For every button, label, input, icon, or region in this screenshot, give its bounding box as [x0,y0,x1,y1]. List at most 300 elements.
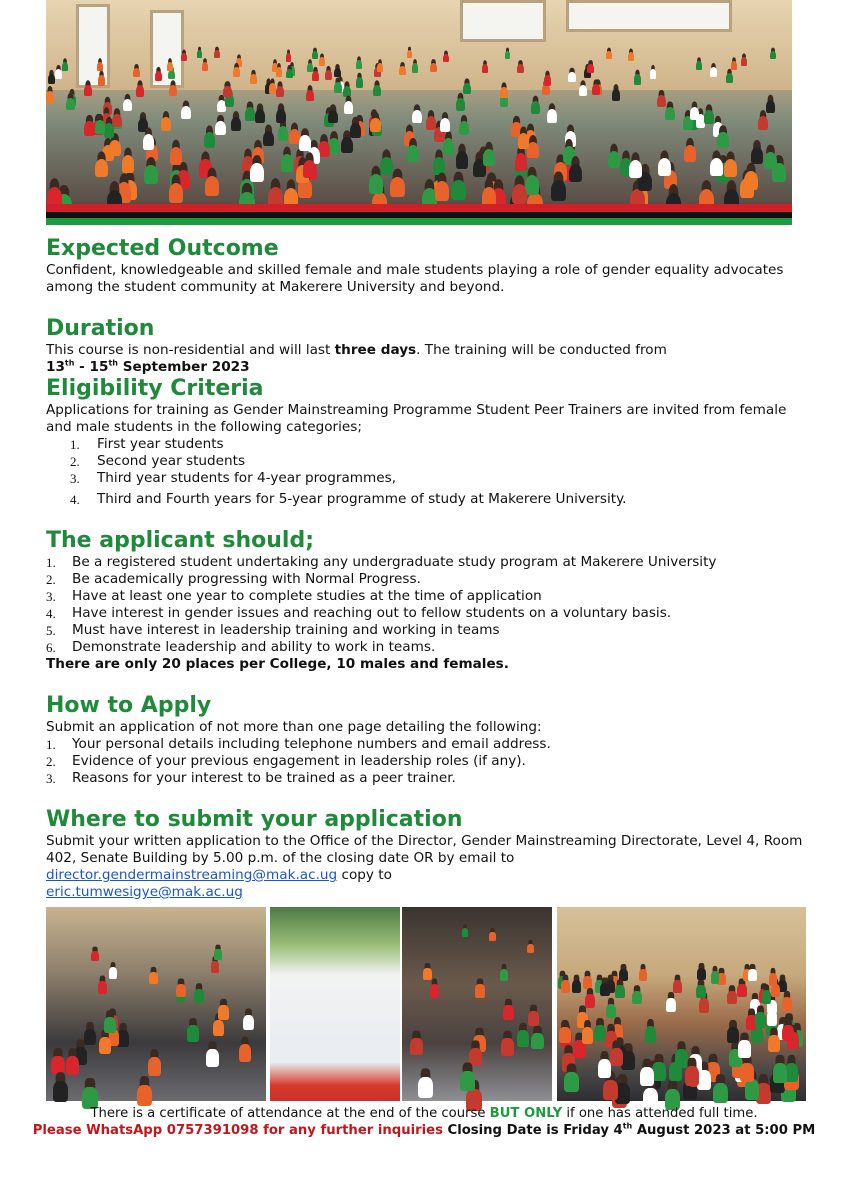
list-number: 2. [46,754,56,769]
person-figure [657,95,666,107]
person-figure [559,1027,571,1044]
crowd [46,40,792,204]
person-figure [531,101,540,114]
person-figure [610,1048,623,1066]
hall-window [460,0,546,42]
person-figure [592,84,600,95]
person-figure [205,176,219,196]
list-text: Evidence of your previous engagement in leadership roles (if any). [72,753,526,769]
person-figure [528,1011,539,1026]
person-figure [482,187,497,204]
person-figure [243,1015,254,1031]
person-figure [66,1056,79,1075]
person-figure [740,1063,754,1082]
person-figure [187,1025,199,1041]
person-figure [426,116,436,130]
footer-text: if one has attended full time. [562,1106,758,1121]
person-figure [713,1083,728,1104]
person-figure [606,51,612,59]
list-item [46,470,806,487]
person-figure [632,991,642,1005]
person-figure [517,1030,529,1047]
person-figure [328,110,338,124]
list-text: Must have interest in leadership training and working in teams [72,622,500,638]
person-figure [407,145,419,162]
person-figure [565,131,576,147]
person-figure [356,60,362,69]
person-figure [517,64,524,73]
list-text: Reasons for your interest to be trained as a peer trainer. [72,770,456,786]
date-end: - 15 [74,359,109,375]
person-figure [724,159,737,177]
person-figure [245,107,255,120]
person-figure [451,180,465,200]
person-figure [652,1062,666,1081]
person-figure [503,1005,514,1020]
person-figure [410,1038,422,1055]
person-figure [460,1071,474,1091]
person-figure [564,1072,578,1092]
person-figure [634,74,641,84]
heading-where-to-submit: Where to submit your application [46,807,463,832]
person-figure [515,153,528,171]
person-figure [138,118,148,132]
person-figure [341,137,352,153]
person-figure [380,157,393,175]
footer-whatsapp: Please WhatsApp 0757391098 for any further inquiries [32,1123,443,1138]
person-figure [51,1056,64,1075]
person-figure [469,1048,482,1066]
person-figure [218,1005,229,1020]
person-figure [459,121,469,136]
person-figure [572,980,581,993]
footer-closing-date: Closing Date is Friday 4 [442,1123,623,1138]
person-figure [404,131,415,147]
person-figure [630,189,645,204]
person-figure [430,63,437,72]
person-figure [170,147,182,164]
person-figure [98,981,107,994]
person-figure [684,145,696,162]
person-figure [717,132,728,148]
photo-students-seated [402,907,552,1101]
person-figure [577,1012,588,1027]
person-figure [456,151,468,168]
person-figure [284,188,299,204]
person-figure [319,57,325,66]
person-figure [594,1025,606,1041]
person-figure [286,53,292,61]
person-figure [199,159,212,177]
list-item [46,639,806,656]
list-item [46,491,806,508]
person-figure [123,99,132,112]
person-figure [430,984,439,997]
person-figure [501,1038,513,1055]
person-figure [263,131,274,147]
person-figure [699,998,709,1012]
person-figure [176,984,185,997]
person-figure [711,971,720,983]
person-figure [104,123,115,138]
person-figure [412,110,422,124]
list-number: 5. [46,623,56,638]
list-text: Be a registered student undertaking any undergraduate study program at Makerere University [72,554,717,570]
person-figure [239,1044,252,1062]
person-figure [181,53,187,61]
list-text: Have at least one year to complete studies at the time of application [72,588,542,604]
photo-group-celebration [557,907,806,1101]
person-figure [569,164,582,183]
date-sup: th [108,358,119,368]
person-figure [306,90,314,102]
person-figure [639,969,648,981]
list-item [46,736,806,753]
person-figure [276,109,286,123]
person-figure [766,100,775,113]
person-figure [206,1049,219,1067]
person-figure [697,968,705,980]
photo-workshop-handshake [46,907,266,1101]
person-figure [666,998,676,1012]
person-figure [640,1067,654,1087]
person-figure [343,86,351,97]
footer-certificate-note [0,1105,848,1122]
person-figure [699,189,714,204]
person-figure [423,968,431,980]
hall-window [566,0,732,32]
person-figure [255,109,265,122]
person-figure [568,72,575,82]
list-item [46,588,806,605]
person-figure [109,140,121,156]
places-note: There are only 20 places per College, 10 males and females. [46,656,509,672]
person-figure [608,151,620,168]
person-figure [673,980,682,993]
list-text: Third and Fourth years for 5-year programme of study at Makerere University. [97,491,627,507]
applicant-list [46,554,806,656]
person-figure [303,160,316,178]
duration-text-part: This course is non-residential and will last [46,342,335,358]
person-figure [299,135,310,151]
person-figure [133,68,140,78]
list-text: Demonstrate leadership and ability to work in teams. [72,639,436,655]
list-item [46,453,806,470]
person-figure [433,157,446,175]
person-figure [554,162,567,180]
person-figure [628,52,634,60]
person-figure [512,184,527,204]
person-figure [356,77,363,87]
person-figure [197,50,203,58]
person-figure [710,67,717,77]
heading-applicant-should: The applicant should; [46,528,315,553]
person-figure [563,146,575,163]
person-figure [518,133,529,149]
person-figure [281,154,294,172]
date-sup: th [64,358,75,368]
person-figure [710,158,723,176]
person-figure [167,62,173,71]
person-figure [328,138,340,154]
person-figure [136,85,144,96]
person-figure [214,949,221,959]
person-figure [276,67,283,77]
person-figure [615,985,624,998]
list-item [46,753,806,770]
person-figure [666,193,681,204]
person-figure [561,980,570,993]
person-figure [782,1025,794,1041]
person-figure [278,126,289,141]
person-figure [745,1079,760,1100]
person-figure [738,1040,751,1058]
person-figure [211,961,219,972]
list-item [46,605,806,622]
person-figure [370,118,380,132]
person-figure [456,98,465,110]
duration-text [46,342,806,359]
person-figure [582,1027,594,1044]
outcome-text: Confident, knowledgeable and skilled female and male students playing a role of gender equality advocates among the student community at Makerere University and beyond. [46,262,784,295]
person-figure [312,51,318,59]
person-figure [619,969,628,981]
heading-duration: Duration [46,316,155,341]
person-figure [482,64,489,73]
person-figure [500,87,508,98]
person-figure [122,155,135,173]
person-figure [344,101,353,114]
person-figure [252,147,264,164]
person-figure [169,85,177,96]
flag-stripe-green [46,218,792,225]
person-figure [377,63,384,72]
list-number: 3. [46,589,56,604]
person-figure [690,107,700,120]
person-figure [440,118,450,132]
person-figure [762,990,772,1004]
person-figure [149,972,158,984]
main-content [46,236,806,901]
photo-banner-speakers [270,907,400,1101]
person-figure [525,175,539,195]
footer-closing-time: August 2023 at 5:00 PM [632,1123,816,1138]
person-figure [84,85,92,96]
person-figure [95,120,105,134]
person-figure [194,989,204,1003]
person-figure [598,1059,612,1078]
footer-but-only: BUT ONLY [489,1106,563,1121]
person-figure [500,969,509,981]
person-figure [489,932,495,941]
list-number: 4. [46,606,56,621]
list-text: Have interest in gender issues and reaching out to fellow students on a voluntary basis. [72,605,672,621]
person-figure [55,69,62,79]
person-figure [605,1031,617,1048]
person-figure [334,82,342,93]
list-text: Second year students [97,453,246,469]
person-figure [325,70,332,80]
person-figure [675,1049,688,1067]
person-figure [47,187,62,204]
list-item [46,571,806,588]
person-figure [98,75,105,85]
person-figure [603,1080,618,1101]
list-item [46,770,806,787]
person-figure [48,74,55,84]
date-month-year: September 2023 [118,359,250,375]
person-figure [137,1085,152,1106]
person-figure [531,1033,543,1050]
person-figure [583,976,592,989]
person-figure [95,159,108,177]
list-text: Third year students for 4-year programmes, [97,470,397,486]
footer-text: There is a certificate of attendance at the end of the course [90,1106,490,1121]
person-figure [91,951,98,961]
duration-dates [46,359,806,376]
director-email-link[interactable]: director.gendermainstreaming@mak.ac.ug [46,867,338,883]
person-figure [84,1029,96,1046]
list-item [46,622,806,639]
person-figure [169,183,184,203]
list-item [46,554,806,571]
person-figure [483,149,495,166]
person-figure [202,62,209,71]
person-figure [769,973,778,985]
heading-how-to-apply: How to Apply [46,693,212,718]
person-figure [112,114,122,128]
footer-sup: th [622,1121,633,1131]
person-figure [443,54,449,62]
person-figure [768,1035,780,1052]
person-figure [764,152,776,169]
eric-email-link[interactable]: eric.tumwesigye@mak.ac.ug [46,884,243,900]
person-figure [658,158,671,176]
person-figure [704,110,714,124]
person-figure [544,75,551,85]
person-figure [250,163,263,182]
person-figure [204,132,215,148]
person-figure [463,83,471,94]
person-figure [97,62,103,71]
person-figure [665,107,674,120]
heading-expected-outcome: Expected Outcome [46,236,279,261]
person-figure [289,129,300,144]
heading-eligibility: Eligibility Criteria [46,376,264,401]
person-figure [231,117,241,131]
person-figure [755,1012,766,1027]
list-number: 3. [46,771,56,786]
submit-text [46,833,806,901]
person-figure [475,984,484,997]
date-start: 13 [46,359,65,375]
hero-photo [46,0,792,204]
person-figure [99,1037,111,1054]
person-figure [547,109,557,123]
person-figure [696,985,705,998]
person-figure [236,58,242,67]
footer-contact-line [0,1122,848,1139]
person-figure [435,181,449,201]
list-text: Your personal details including telephone numbers and email address. [72,736,551,752]
apply-intro: Submit an application of not more than one page detailing the following: [46,719,542,735]
person-figure [741,57,747,66]
person-figure [268,187,283,204]
person-figure [390,177,404,197]
submit-text-part: Submit your written application to the Office of the Director, Gender Mainstreaming Directorate, Level 4, Room 402, Senate Building by 5.00 p.m. of the closing date OR by email to [46,833,803,866]
apply-list [46,736,806,787]
person-figure [66,98,75,110]
person-figure [307,63,314,72]
person-figure [223,86,231,97]
list-number: 1. [70,437,80,452]
list-number: 2. [46,572,56,587]
person-figure [600,983,609,996]
person-figure [104,1017,115,1033]
person-figure [233,67,240,77]
person-figure [748,969,757,981]
list-text: First year students [97,436,224,452]
person-figure [773,1063,787,1082]
person-figure [737,984,746,997]
person-figure [751,147,763,164]
person-figure [724,189,739,204]
person-figure [286,69,293,79]
list-item [46,436,806,453]
person-figure [462,928,468,937]
person-figure [350,123,361,138]
person-figure [276,86,284,97]
submit-text-part: copy to [337,867,392,883]
flag-stripe-red [46,204,792,212]
person-figure [587,64,594,73]
person-figure [181,106,190,119]
person-figure [143,134,154,150]
person-figure [155,71,162,81]
person-figure [407,50,413,58]
person-figure [418,1077,433,1098]
person-figure [213,1020,224,1036]
person-figure [727,1027,739,1043]
person-figure [312,71,319,81]
person-figure [650,69,657,79]
person-figure [109,967,117,979]
person-figure [46,91,54,103]
person-figure [629,160,642,178]
person-figure [527,944,534,954]
person-figure [744,171,758,190]
person-figure [685,1066,699,1086]
list-number: 2. [70,454,80,469]
person-figure [250,74,257,84]
person-figure [215,121,225,136]
person-figure [107,190,122,204]
list-number: 6. [46,640,56,655]
eligibility-list [46,436,806,508]
person-figure [399,66,406,75]
person-figure [214,50,220,58]
person-figure [334,68,341,78]
person-figure [612,89,620,101]
person-figure [731,61,737,70]
person-figure [62,62,68,71]
person-figure [696,61,702,70]
person-figure [726,73,733,83]
person-figure [579,85,587,96]
person-figure [782,997,792,1011]
person-figure [53,1081,68,1102]
person-figure [148,1057,162,1076]
